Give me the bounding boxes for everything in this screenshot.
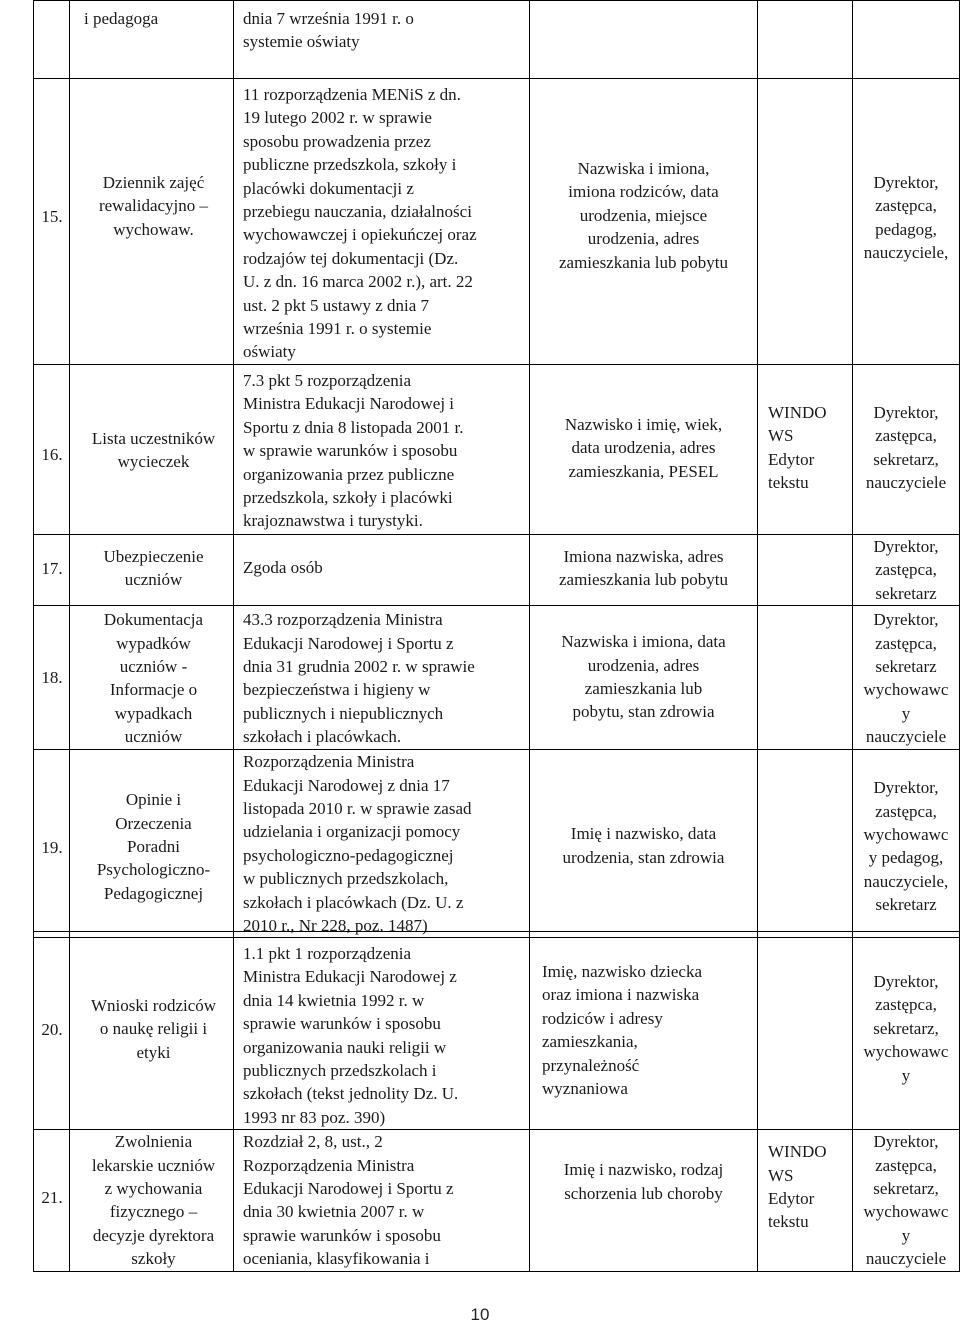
- legal-basis: 1.1 pkt 1 rozporządzenia Ministra Edukacji Narodowej z dnia 14 kwietnia 1992 r. w sprawie warunków i sposobu organizowania nauki religii w publicznych przedszkolach i szkołach (tekst jednolity Dz. U. 1993 nr 83 poz. 390): [243, 944, 459, 1127]
- name-cell: [70, 750, 234, 938]
- name-cell: [70, 606, 234, 750]
- row-number: 18.: [41, 668, 63, 688]
- legal-basis: 7.3 pkt 5 rozporządzenia Ministra Edukacji Narodowej i Sportu z dnia 8 listopada 2001 r. w sprawie warunków i sposobu organizowania przez publiczne przedszkola, szkoły i placówki krajoznawstwa i turystyki.: [243, 370, 464, 531]
- basis-cell: [234, 364, 530, 534]
- software-cell: [758, 534, 853, 605]
- basis-cell: [234, 932, 530, 1130]
- name-cell: [70, 79, 234, 365]
- records-table-upper: [33, 0, 960, 938]
- row-number: 16.: [41, 444, 63, 464]
- software-cell: [758, 364, 853, 534]
- page-number: 10: [470, 1305, 490, 1324]
- data-cell: [530, 364, 758, 534]
- record-name: Dokumentacja wypadków uczniów - Informacje o wypadkach uczniów: [103, 610, 204, 747]
- row-number: 19.: [41, 838, 63, 858]
- data-cell: [530, 1, 758, 79]
- data-scope: Nazwiska i imiona, data urodzenia, adres zamieszkania lub pobytu, stan zdrowia: [561, 632, 726, 722]
- persons-cell: [853, 1130, 960, 1271]
- software: WINDO WS Edytor tekstu: [768, 402, 827, 493]
- persons-cell: [853, 534, 960, 605]
- persons-cell: [853, 932, 960, 1130]
- basis-cell: [234, 79, 530, 365]
- table-row: [34, 1130, 960, 1271]
- authorized-persons: Dyrektor, zastępca, sekretarz: [873, 536, 939, 603]
- table-row: [34, 364, 960, 534]
- record-name: Wnioski rodziców o naukę religii i etyki: [90, 996, 217, 1062]
- table-row-continuation: [34, 1, 960, 79]
- num-cell: [34, 606, 70, 750]
- persons-cell: [853, 79, 960, 365]
- data-cell: [530, 79, 758, 365]
- data-scope: Nazwisko i imię, wiek, data urodzenia, adres zamieszkania, PESEL: [564, 414, 723, 481]
- table-row: [34, 534, 960, 605]
- persons-cell: [853, 1, 960, 79]
- software-cell: [758, 1, 853, 79]
- persons-cell: [853, 750, 960, 938]
- data-scope: Imię i nazwisko, rodzaj schorzenia lub choroby: [563, 1160, 724, 1203]
- basis-cell: [234, 606, 530, 750]
- legal-basis: Zgoda osób: [243, 557, 323, 577]
- record-name: Opinie i Orzeczenia Poradni Psychologiczno- Pedagogicznej: [96, 790, 211, 903]
- software-cell: [758, 1130, 853, 1271]
- data-cell: [530, 1130, 758, 1271]
- basis-cell: [234, 1130, 530, 1271]
- legal-basis: 43.3 rozporządzenia Ministra Edukacji Narodowej i Sportu z dnia 31 grudnia 2002 r. w sprawie bezpieczeństwa i higieny w publicznych i niepublicznych szkołach i placówkach.: [243, 610, 475, 747]
- data-cell: [530, 750, 758, 938]
- persons-cell: [853, 364, 960, 534]
- data-scope: Imię, nazwisko dziecka oraz imiona i nazwiska rodziców i adresy zamieszkania, przynależność wyznaniowa: [542, 962, 703, 1099]
- persons-cell: [853, 606, 960, 750]
- basis-cell: [234, 750, 530, 938]
- record-name: Zwolnienia lekarskie uczniów z wychowania fizycznego – decyzje dyrektora szkoły: [91, 1132, 216, 1269]
- software-cell: [758, 606, 853, 750]
- data-cell: [530, 534, 758, 605]
- authorized-persons: Dyrektor, zastępca, sekretarz wychowawc y nauczyciele: [863, 610, 949, 747]
- name-cell: [70, 364, 234, 534]
- record-name: Dziennik zajęć rewalidacyjno – wychowaw.: [98, 173, 209, 239]
- software-cell: [758, 932, 853, 1130]
- authorized-persons: Dyrektor, zastępca, sekretarz, nauczyciele: [865, 402, 947, 493]
- num-cell: [34, 79, 70, 365]
- row-number: 17.: [41, 558, 63, 578]
- num-cell: [34, 534, 70, 605]
- record-name: i pedagoga: [84, 9, 159, 28]
- legal-basis: dnia 7 września 1991 r. o systemie oświaty: [243, 9, 414, 52]
- legal-basis: 11 rozporządzenia MENiS z dn. 19 lutego 2002 r. w sprawie sposobu prowadzenia przez publiczne przedszkola, szkoły i placówki dokumentacji z przebiegu nauczania, działalności wychowawczej i opiekuńczej oraz rodzajów tej dokumentacji (Dz. U. z dn. 16 marca 2002 r.), art. 22 ust. 2 pkt 5 ustawy z dnia 7 września 1991 r. o systemie oświaty: [243, 85, 477, 362]
- num-cell: [34, 1, 70, 79]
- authorized-persons: Dyrektor, zastępca, wychowawc y pedagog, nauczyciele, sekretarz: [863, 778, 949, 915]
- data-scope: Imiona nazwiska, adres zamieszkania lub pobytu: [558, 546, 728, 590]
- authorized-persons: Dyrektor, zastępca, sekretarz, wychowawc y nauczyciele: [863, 1132, 949, 1269]
- legal-basis: Rozdział 2, 8, ust., 2 Rozporządzenia Ministra Edukacji Narodowej i Sportu z dnia 30 kwietnia 2007 r. w sprawie warunków i sposobu oceniania, klasyfikowania i: [243, 1132, 454, 1269]
- row-number: 20.: [41, 1020, 63, 1039]
- row-number: 21.: [41, 1188, 63, 1208]
- table-row: [34, 606, 960, 750]
- num-cell: [34, 1130, 70, 1271]
- table-row: [34, 79, 960, 365]
- table-row: [34, 750, 960, 938]
- authorized-persons: Dyrektor, zastępca, pedagog, nauczyciele,: [863, 173, 949, 263]
- name-cell: [70, 932, 234, 1130]
- data-cell: [530, 932, 758, 1130]
- table-row: [34, 932, 960, 1130]
- data-cell: [530, 606, 758, 750]
- num-cell: [34, 364, 70, 534]
- record-name: Lista uczestników wycieczek: [91, 428, 216, 472]
- name-cell: [70, 1130, 234, 1271]
- software-cell: [758, 750, 853, 938]
- software: WINDO WS Edytor tekstu: [768, 1142, 827, 1232]
- records-table-lower: [33, 931, 960, 1272]
- row-number: 15.: [41, 207, 63, 226]
- num-cell: [34, 932, 70, 1130]
- name-cell: [70, 1, 234, 79]
- name-cell: [70, 534, 234, 605]
- num-cell: [34, 750, 70, 938]
- data-scope: Imię i nazwisko, data urodzenia, stan zdrowia: [562, 824, 725, 867]
- data-scope: Nazwiska i imiona, imiona rodziców, data urodzenia, miejsce urodzenia, adres zamieszkania lub pobytu: [558, 159, 728, 272]
- legal-basis: Rozporządzenia Ministra Edukacji Narodowej z dnia 17 listopada 2010 r. w sprawie zasad udzielania i organizacji pomocy psychologiczno-pedagogicznej w publicznych przedszkolach, szkołach i placówkach (Dz. U. z 2010 r., Nr 228, poz. 1487): [243, 752, 472, 935]
- authorized-persons: Dyrektor, zastępca, sekretarz, wychowawc y: [863, 972, 949, 1085]
- basis-cell: [234, 1, 530, 79]
- basis-cell: [234, 534, 530, 605]
- software-cell: [758, 79, 853, 365]
- record-name: Ubezpieczenie uczniów: [103, 546, 204, 590]
